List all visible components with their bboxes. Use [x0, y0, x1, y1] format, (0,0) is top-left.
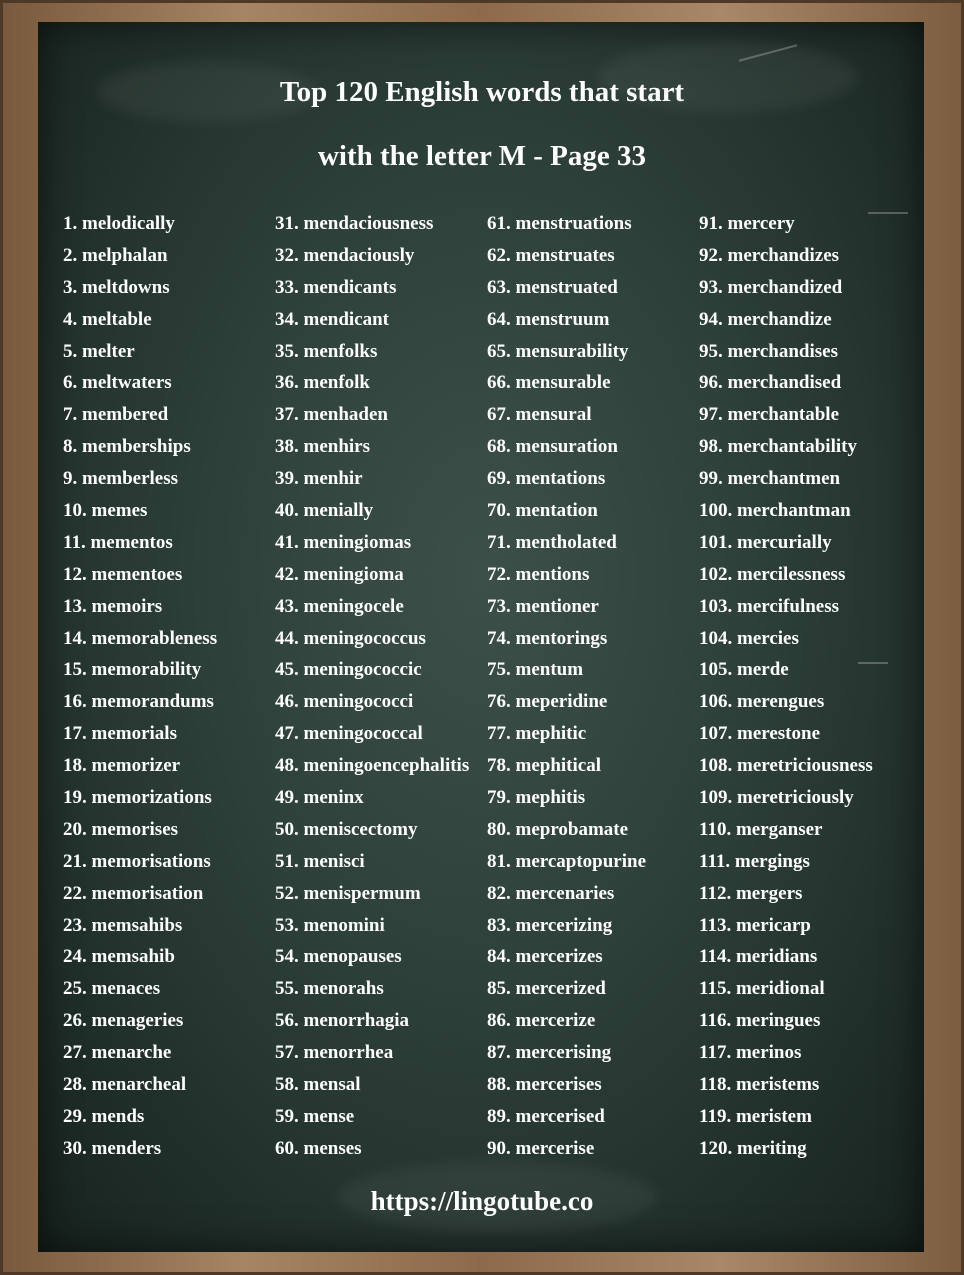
word-list-item: 117. merinos — [699, 1042, 802, 1064]
word-list-item: 118. meristems — [699, 1074, 820, 1096]
word-list-item: 69. mentations — [487, 468, 606, 490]
word-list-item: 4. meltable — [63, 308, 152, 330]
word-list-item: 8. memberships — [63, 436, 191, 458]
word-list-item: 6. meltwaters — [63, 372, 172, 394]
word-list-item: 66. mensurable — [487, 372, 611, 394]
word-list-item: 75. mentum — [487, 659, 584, 681]
word-list-item: 77. mephitic — [487, 723, 587, 745]
word-list-item: 41. meningiomas — [275, 531, 412, 553]
word-list-item: 46. meningococci — [275, 691, 414, 713]
word-list-item: 49. meninx — [275, 787, 364, 809]
word-list-item: 15. memorability — [63, 659, 202, 681]
word-list-item: 14. memorableness — [63, 627, 218, 649]
word-list-item: 19. memorizations — [63, 787, 212, 809]
word-list-item: 84. mercerizes — [487, 946, 603, 968]
word-list-item: 101. mercurially — [699, 531, 832, 553]
word-list-item: 95. merchandises — [699, 340, 838, 362]
word-list-item: 78. mephitical — [487, 755, 601, 777]
word-list-item: 1. melodically — [63, 213, 175, 234]
word-list-item: 72. mentions — [487, 563, 590, 585]
word-list-item: 38. menhirs — [275, 436, 370, 458]
word-column-1 — [63, 208, 217, 1165]
word-list-item: 67. mensural — [487, 404, 592, 426]
word-list-item: 68. mensuration — [487, 436, 618, 458]
word-list-item: 27. menarche — [63, 1042, 172, 1064]
word-list-item: 94. merchandize — [699, 308, 832, 330]
word-list-item: 81. mercaptopurine — [487, 850, 647, 872]
word-list-item: 71. mentholated — [487, 531, 617, 553]
word-list-item: 62. menstruates — [487, 244, 615, 266]
word-list-item: 57. menorrhea — [275, 1042, 394, 1064]
word-list-item: 13. memoirs — [63, 595, 163, 617]
word-list-item: 25. menaces — [63, 978, 161, 1000]
word-list-item: 115. meridional — [699, 978, 825, 1000]
word-list-item: 55. menorahs — [275, 978, 384, 1000]
word-list-item: 23. memsahibs — [63, 914, 183, 936]
word-list-item: 106. merengues — [699, 691, 825, 713]
word-list-item: 93. merchandized — [699, 276, 843, 298]
word-list-item: 10. memes — [63, 500, 148, 522]
word-list-item: 21. memorisations — [63, 850, 211, 872]
footer-url: https://lingotube.co — [370, 1186, 594, 1216]
word-list-item: 87. mercerising — [487, 1042, 612, 1064]
word-list-item: 3. meltdowns — [63, 276, 170, 298]
word-list-item: 90. mercerise — [487, 1137, 595, 1159]
word-list-item: 103. mercifulness — [699, 595, 840, 617]
word-list-item: 102. mercilessness — [699, 563, 846, 585]
word-list-item: 2. melphalan — [63, 244, 168, 266]
word-list-item: 36. menfolk — [275, 372, 370, 394]
word-list-item: 56. menorrhagia — [275, 1010, 410, 1032]
word-list-item: 113. mericarp — [699, 914, 811, 936]
word-list-item: 74. mentorings — [487, 627, 608, 649]
word-list-item: 82. mercenaries — [487, 882, 615, 904]
word-list-item: 112. mergers — [699, 882, 803, 904]
word-list-item: 29. mends — [63, 1105, 145, 1127]
word-list-item: 11. mementos — [63, 531, 173, 553]
word-list-item: 28. menarcheal — [63, 1074, 187, 1096]
word-list-item: 107. merestone — [699, 723, 821, 745]
word-list-item: 32. mendaciously — [275, 244, 415, 266]
word-list-item: 50. meniscectomy — [275, 818, 418, 840]
word-list-item: 114. meridians — [699, 946, 818, 968]
word-list-item: 65. mensurability — [487, 340, 629, 362]
word-list-item: 85. mercerized — [487, 978, 606, 1000]
word-list-item: 43. meningocele — [275, 595, 404, 617]
word-list-item: 39. menhir — [275, 468, 363, 490]
word-list-item: 31. mendaciousness — [275, 213, 434, 234]
word-list-item: 48. meningoencephalitis — [275, 755, 470, 777]
word-list-item: 12. mementoes — [63, 563, 183, 585]
word-list-item: 58. mensal — [275, 1074, 361, 1096]
word-list-item: 59. mense — [275, 1105, 355, 1127]
word-list-item: 83. mercerizing — [487, 914, 613, 936]
word-list-item: 5. melter — [63, 340, 135, 362]
word-list-item: 45. meningococcic — [275, 659, 422, 681]
word-list-item: 73. mentioner — [487, 595, 599, 617]
word-list-item: 33. mendicants — [275, 276, 397, 298]
word-list-item: 116. meringues — [699, 1010, 821, 1032]
word-list-item: 104. mercies — [699, 627, 799, 649]
word-list-item: 35. menfolks — [275, 340, 378, 362]
word-list-item: 92. merchandizes — [699, 244, 840, 266]
word-list-item: 61. menstruations — [487, 213, 632, 234]
word-list-item: 52. menispermum — [275, 882, 421, 904]
word-list-item: 109. meretriciously — [699, 787, 854, 809]
word-list-item: 44. meningococcus — [275, 627, 426, 649]
page-title-line-2: with the letter M - Page 33 — [317, 140, 647, 172]
word-list-item: 111. mergings — [699, 850, 810, 872]
word-list-item: 34. mendicant — [275, 308, 389, 330]
word-list-item: 54. menopauses — [275, 946, 402, 968]
word-list-item: 63. menstruated — [487, 276, 618, 298]
word-list-item: 120. meriting — [699, 1137, 807, 1159]
word-list-item: 108. meretriciousness — [699, 755, 873, 777]
word-list-item: 26. menageries — [63, 1010, 184, 1032]
word-list-item: 119. meristem — [699, 1105, 812, 1127]
word-list-item: 64. menstruum — [487, 308, 610, 330]
word-list-item: 60. menses — [275, 1137, 362, 1159]
word-list-item: 37. menhaden — [275, 404, 388, 426]
word-list-item: 80. meprobamate — [487, 818, 629, 840]
word-list-item: 7. membered — [63, 404, 169, 426]
word-list-item: 89. mercerised — [487, 1105, 605, 1127]
word-column-4 — [699, 208, 873, 1165]
word-list-item: 98. merchantability — [699, 436, 857, 458]
page-title-line-1: Top 120 English words that start — [279, 76, 685, 108]
word-list-item: 88. mercerises — [487, 1074, 602, 1096]
word-list-item: 47. meningococcal — [275, 723, 423, 745]
word-list-item: 110. merganser — [699, 818, 823, 840]
word-list-item: 22. memorisation — [63, 882, 204, 904]
word-list-item: 105. merde — [699, 659, 789, 681]
word-list-item: 42. meningioma — [275, 563, 404, 585]
word-list-item: 91. mercery — [699, 213, 795, 234]
word-list-item: 79. mephitis — [487, 787, 586, 809]
word-list-item: 99. merchantmen — [699, 468, 841, 490]
word-list-item: 40. menially — [275, 500, 374, 522]
word-list-item: 20. memorises — [63, 818, 179, 840]
word-list-item: 86. mercerize — [487, 1010, 596, 1032]
word-list-item: 24. memsahib — [63, 946, 175, 968]
word-list-item: 18. memorizer — [63, 755, 181, 777]
word-list-item: 53. menomini — [275, 914, 385, 936]
word-list-item: 96. merchandised — [699, 372, 842, 394]
word-list-item: 97. merchantable — [699, 404, 840, 426]
word-list-item: 17. memorials — [63, 723, 177, 745]
word-list-item: 76. meperidine — [487, 691, 608, 713]
word-list-item: 9. memberless — [63, 468, 179, 490]
word-list-item: 70. mentation — [487, 500, 598, 522]
word-list-item: 30. menders — [63, 1137, 162, 1159]
word-list-item: 51. menisci — [275, 850, 365, 872]
word-list-item: 16. memorandums — [63, 691, 214, 713]
word-column-2 — [275, 208, 469, 1165]
word-list-item: 100. merchantman — [699, 500, 851, 522]
word-column-3 — [487, 208, 646, 1165]
